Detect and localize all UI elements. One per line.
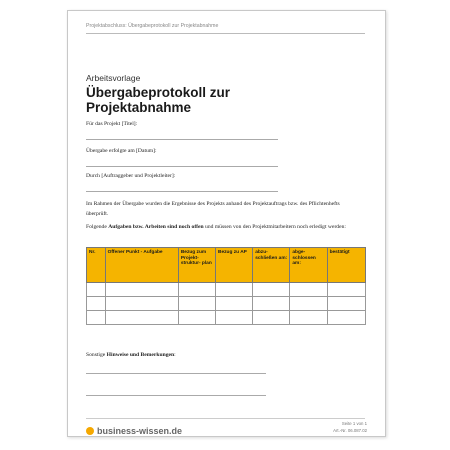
table-cell[interactable]: [253, 297, 290, 311]
table-cell[interactable]: [178, 297, 215, 311]
table-cell[interactable]: [87, 297, 106, 311]
running-header: Projektabschluss: Übergabeprotokoll zur Projektabnahme: [86, 23, 219, 29]
date-field-line[interactable]: [86, 166, 278, 167]
page-number: Seite 1 von 1: [341, 421, 367, 426]
table-cell[interactable]: [105, 311, 178, 325]
document-kicker: Arbeitsvorlage: [86, 73, 141, 83]
intro-paragraph: Im Rahmen der Übergabe wurden die Ergebnisse des Projekts anhand des Projektauftrags bzw. des Pflichtenhefts überprüft.: [86, 201, 340, 217]
remarks-line-2[interactable]: [86, 395, 266, 396]
document-page: [67, 10, 386, 437]
header-due-date: abzu- schließen am:: [253, 248, 290, 283]
persons-field-label: Durch [Auftraggeber und Projektleiter]:: [86, 173, 176, 179]
header-confirmed: bestätigt: [327, 248, 365, 283]
footer-rule: [86, 418, 365, 419]
table-row: [87, 283, 366, 297]
header-ap-reference: Bezug zu AP: [216, 248, 253, 283]
table-cell[interactable]: [327, 297, 365, 311]
table-cell[interactable]: [327, 283, 365, 297]
table-cell[interactable]: [178, 311, 215, 325]
remarks-line-1[interactable]: [86, 373, 266, 374]
document-title: [86, 85, 366, 115]
table-row: [87, 297, 366, 311]
open-tasks-table: [86, 247, 366, 325]
table-cell[interactable]: [253, 311, 290, 325]
table-cell[interactable]: [178, 283, 215, 297]
table-cell[interactable]: [290, 311, 327, 325]
project-field-line[interactable]: [86, 139, 278, 140]
table-cell[interactable]: [216, 283, 253, 297]
header-completed-date: abge- schlossen am:: [290, 248, 327, 283]
open-tasks-text-post: und müssen von den Projektmitarbeitern noch erledigt werden:: [203, 224, 346, 230]
remarks-label: [86, 352, 176, 358]
table-cell[interactable]: [87, 311, 106, 325]
header-rule: [86, 33, 365, 34]
table-header-row: [87, 248, 366, 283]
brand-logo: [86, 426, 182, 436]
title-line-1: Übergabeprotokoll zur: [86, 85, 231, 100]
table-row: [87, 311, 366, 325]
table-cell[interactable]: [327, 311, 365, 325]
table-cell[interactable]: [105, 297, 178, 311]
remarks-text-bold: Hinweise und Bemerkungen: [106, 352, 175, 358]
logo-dot-icon: [86, 427, 94, 435]
header-psp-reference: Bezug zum Projekt- struktur- plan: [178, 248, 215, 283]
title-line-2: Projektabnahme: [86, 100, 192, 115]
remarks-text-post: :: [174, 352, 176, 358]
open-tasks-text-pre: Folgende: [86, 224, 109, 230]
header-open-item: Offener Punkt - Aufgabe: [105, 248, 178, 283]
open-tasks-text-bold: Aufgaben bzw. Arbeiten sind noch offen: [108, 224, 204, 230]
persons-field-line[interactable]: [86, 191, 278, 192]
logo-text: business-wissen.de: [97, 426, 183, 436]
open-tasks-paragraph: [86, 222, 356, 232]
table-cell[interactable]: [216, 311, 253, 325]
article-number: Art.-Nr. 06.087.02: [333, 428, 367, 433]
table-cell[interactable]: [253, 283, 290, 297]
table-cell[interactable]: [290, 283, 327, 297]
date-field-label: Übergabe erfolgte am [Datum]:: [86, 148, 157, 154]
table-cell[interactable]: [290, 297, 327, 311]
project-field-label: Für das Projekt [Titel]:: [86, 121, 138, 127]
table-cell[interactable]: [87, 283, 106, 297]
remarks-text-pre: Sonstige: [86, 352, 107, 358]
table-cell[interactable]: [216, 297, 253, 311]
table-cell[interactable]: [105, 283, 178, 297]
header-nr: Nr.: [87, 248, 106, 283]
